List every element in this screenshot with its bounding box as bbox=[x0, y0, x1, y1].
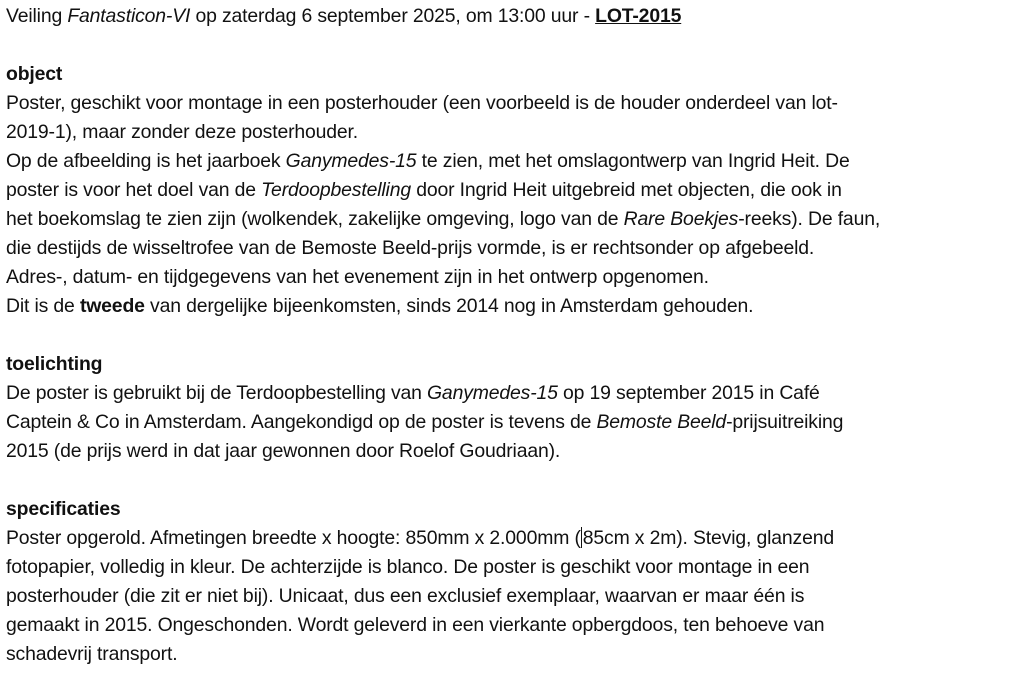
specificaties-line-4: gemaakt in 2015. Ongeschonden. Wordt geleverd in een vierkante opbergdoos, ten behoeve van bbox=[6, 614, 825, 636]
header-date-time: op zaterdag 6 september 2025, om 13:00 uur - bbox=[190, 5, 596, 27]
text-cursor bbox=[581, 527, 582, 548]
blank-line bbox=[6, 466, 1014, 495]
object-line-5 bbox=[6, 205, 1014, 234]
text-run: poster is voor het doel van de bbox=[6, 179, 262, 201]
object-heading: object bbox=[6, 63, 63, 85]
lot-number: LOT-2015 bbox=[595, 5, 682, 27]
object-line-1: Poster, geschikt voor montage in een posterhouder (een voorbeeld is de houder onderdeel van lot- bbox=[6, 92, 838, 114]
object-line-7: Adres-, datum- en tijdgegevens van het evenement zijn in het ontwerp opgenomen. bbox=[6, 266, 709, 288]
text-run: Captein & Co in Amsterdam. Aangekondigd op de poster is tevens de bbox=[6, 411, 597, 433]
toelichting-heading: toelichting bbox=[6, 353, 103, 375]
object-line-4 bbox=[6, 176, 1014, 205]
yearbook-title: Ganymedes-15 bbox=[427, 382, 558, 404]
text-run: door Ingrid Heit uitgebreid met objecten, die ook in bbox=[410, 179, 842, 201]
blank-line bbox=[6, 321, 1014, 350]
specificaties-heading: specificaties bbox=[6, 498, 121, 520]
prize-name: Bemoste Beeld bbox=[596, 411, 727, 433]
object-line-2: 2019-1), maar zonder deze posterhouder. bbox=[6, 121, 359, 143]
text-run: -prijsuitreiking bbox=[726, 411, 844, 433]
auction-header-line bbox=[6, 2, 1014, 31]
text-run: van dergelijke bijeenkomsten, sinds 2014 nog in Amsterdam gehouden. bbox=[144, 295, 754, 317]
toelichting-line-3: 2015 (de prijs werd in dat jaar gewonnen door Roelof Goudriaan). bbox=[6, 440, 561, 462]
specificaties-line-1 bbox=[6, 524, 1014, 553]
blank-line bbox=[6, 31, 1014, 60]
specificaties-line-3: posterhouder (die zit er niet bij). Unicaat, dus een exclusief exemplaar, waarvan er maar één is bbox=[6, 585, 805, 607]
text-run: Dit is de bbox=[6, 295, 80, 317]
toelichting-line-1 bbox=[6, 379, 1014, 408]
object-line-6: die destijds de wisseltrofee van de Bemoste Beeld-prijs vormde, is er rechtsonder op afgebeeld. bbox=[6, 237, 815, 259]
text-run: -reeks). De faun, bbox=[738, 208, 881, 230]
specificaties-line-5: schadevrij transport. bbox=[6, 643, 178, 665]
text-run: te zien, met het omslagontwerp van Ingrid Heit. De bbox=[416, 150, 850, 172]
text-run: Op de afbeelding is het jaarboek bbox=[6, 150, 286, 172]
series-title: Rare Boekjes bbox=[623, 208, 739, 230]
text-run: Poster opgerold. Afmetingen breedte x hoogte: 850mm x 2.000mm ( bbox=[6, 527, 581, 549]
specificaties-line-2: fotopapier, volledig in kleur. De achterzijde is blanco. De poster is geschikt voor montage in een bbox=[6, 556, 810, 578]
text-run: De poster is gebruikt bij de Terdoopbestelling van bbox=[6, 382, 427, 404]
event-name: Fantasticon-VI bbox=[67, 5, 191, 27]
emphasis-bold: tweede bbox=[79, 295, 145, 317]
text-run: 85cm x 2m). Stevig, glanzend bbox=[582, 527, 834, 549]
text-run: op 19 september 2015 in Café bbox=[557, 382, 820, 404]
yearbook-title: Ganymedes-15 bbox=[285, 150, 417, 172]
event-title-italic: Terdoopbestelling bbox=[261, 179, 411, 201]
object-line-3 bbox=[6, 147, 1014, 176]
text-run: het boekomslag te zien zijn (wolkendek, zakelijke omgeving, logo van de bbox=[6, 208, 624, 230]
object-line-8 bbox=[6, 292, 1014, 321]
header-prefix: Veiling bbox=[6, 5, 68, 27]
toelichting-line-2 bbox=[6, 408, 1014, 437]
